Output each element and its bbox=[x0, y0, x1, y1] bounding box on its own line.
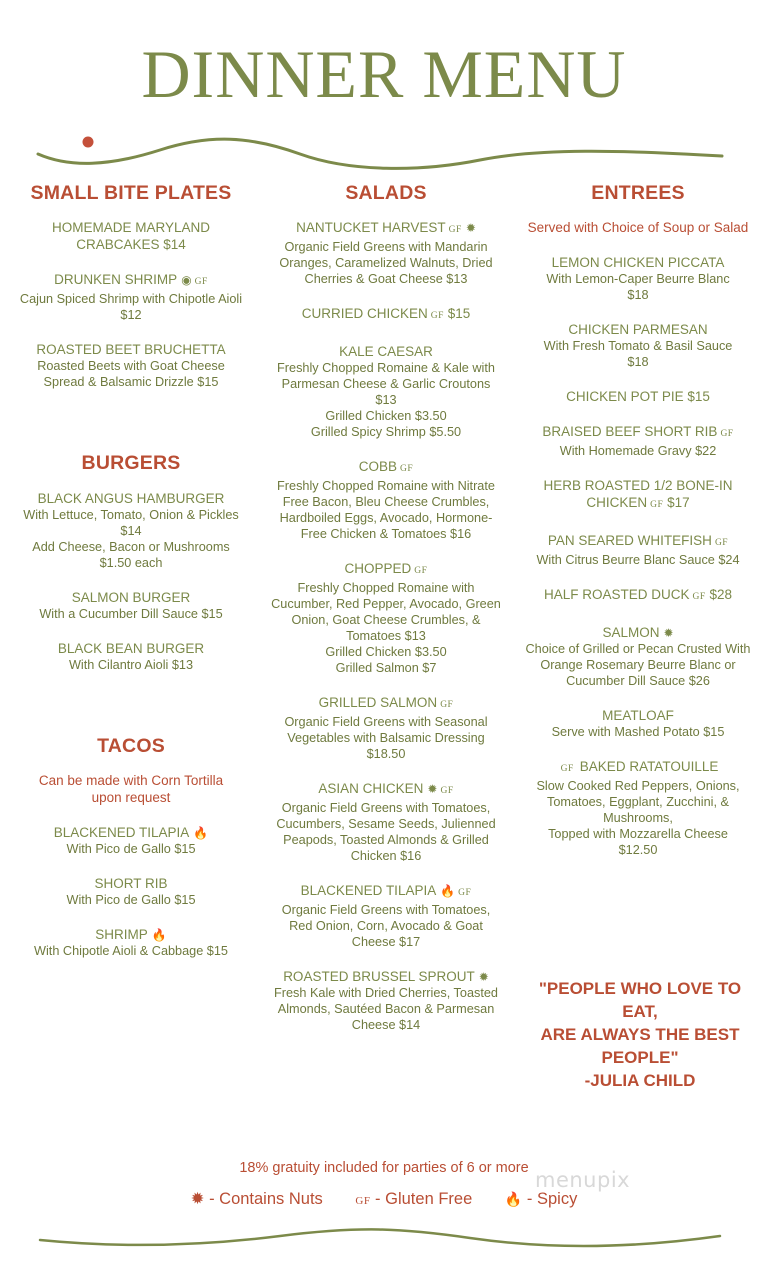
watermark: menupix bbox=[535, 1168, 631, 1192]
item-name: BLACKENED TILAPIA 🔥 bbox=[53, 825, 209, 841]
item-name: HALF ROASTED DUCK GF $28 bbox=[544, 587, 732, 603]
menu-item bbox=[524, 624, 752, 689]
item-description: Organic Field Greens with Seasonal Vegetables with Balsamic Dressing bbox=[284, 715, 488, 746]
sunburst-icon: ✹ bbox=[427, 782, 438, 797]
item-name: BRAISED BEEF SHORT RIB GF bbox=[542, 424, 734, 440]
item-description: With Chipotle Aioli & Cabbage $15 bbox=[34, 944, 228, 959]
gluten-free-tag: GF bbox=[714, 538, 729, 549]
menu-item bbox=[16, 824, 246, 857]
legend-spicy: 🔥 - Spicy bbox=[504, 1190, 578, 1208]
item-name: GF BAKED RATATOUILLE bbox=[560, 759, 719, 775]
gluten-free-tag: GF bbox=[400, 464, 414, 475]
gluten-free-tag: GF bbox=[440, 786, 454, 797]
small-bites-title: SMALL BITE PLATES bbox=[30, 182, 232, 204]
tacos-title: TACOS bbox=[97, 734, 165, 757]
item-extra: Topped with Mozzarella Cheese bbox=[548, 827, 728, 842]
menu-item bbox=[270, 968, 502, 1033]
flame-icon: 🔥 bbox=[504, 1191, 523, 1207]
red-dot-ornament bbox=[83, 137, 94, 148]
quote-attribution: -JULIA CHILD bbox=[584, 1071, 696, 1090]
burgers-title: BURGERS bbox=[81, 452, 181, 475]
gluten-free-tag: GF bbox=[414, 566, 428, 577]
item-name: NANTUCKET HARVEST GF ✹ bbox=[296, 220, 476, 236]
gluten-free-tag: GF bbox=[692, 592, 706, 603]
gluten-free-tag: GF bbox=[448, 225, 462, 236]
julia-child-quote bbox=[524, 977, 756, 1092]
flame-circle-icon: ◉ bbox=[181, 273, 192, 288]
item-name: CURRIED CHICKEN GF $15 bbox=[301, 306, 471, 322]
tacos-note: Can be made with Corn Tortilla upon request bbox=[38, 773, 224, 806]
bottom-swoosh-divider bbox=[0, 1222, 768, 1258]
top-swoosh-divider bbox=[0, 128, 768, 178]
item-description: With Pico de Gallo $15 bbox=[66, 893, 196, 908]
menu-item bbox=[16, 341, 246, 390]
item-name: SHRIMP 🔥 bbox=[95, 927, 167, 943]
item-extra: Add Cheese, Bacon or Mushrooms $1.50 each bbox=[32, 539, 230, 570]
item-description: With Pico de Gallo $15 bbox=[66, 842, 196, 857]
menu-item bbox=[270, 780, 502, 864]
gluten-free-mark: GF bbox=[355, 1195, 371, 1207]
item-description: With a Cucumber Dill Sauce $15 bbox=[39, 606, 223, 621]
item-name: ROASTED BEET BRUCHETTA bbox=[36, 342, 226, 358]
item-name: PAN SEARED WHITEFISH GF bbox=[547, 533, 729, 549]
item-name: COBB GF bbox=[358, 459, 414, 475]
menu-item bbox=[16, 875, 246, 908]
middle-column bbox=[270, 182, 502, 1051]
sunburst-icon: ✹ bbox=[190, 1190, 205, 1208]
quote-line: ARE ALWAYS THE BEST PEOPLE" bbox=[540, 1025, 740, 1067]
gluten-free-tag: GF bbox=[720, 429, 734, 440]
item-description: Cajun Spiced Shrimp with Chipotle Aioli $12 bbox=[19, 292, 243, 323]
item-description: Serve with Mashed Potato $15 bbox=[551, 725, 725, 740]
gratuity-note: 18% gratuity included for parties of 6 or more bbox=[239, 1160, 529, 1176]
item-name: SHORT RIB bbox=[94, 876, 168, 892]
gluten-free-tag: GF bbox=[194, 277, 208, 288]
flame-icon: 🔥 bbox=[151, 928, 167, 943]
menu-item bbox=[524, 758, 752, 858]
sunburst-icon: ✹ bbox=[663, 626, 674, 641]
menu-item bbox=[270, 560, 502, 676]
menu-item bbox=[524, 586, 752, 606]
menu-item bbox=[270, 694, 502, 762]
sunburst-icon: ✹ bbox=[465, 221, 476, 236]
flame-icon: 🔥 bbox=[193, 826, 209, 841]
menu-item bbox=[524, 423, 752, 459]
menu-item bbox=[524, 477, 752, 514]
item-description: With Cilantro Aioli $13 bbox=[68, 657, 194, 672]
item-description: Choice of Grilled or Pecan Crusted With Orange Rosemary Beurre Blanc or Cucumber Dill Sauce $26 bbox=[525, 642, 751, 689]
menu-item bbox=[524, 707, 752, 740]
gluten-free-tag: GF bbox=[458, 888, 472, 899]
gluten-free-tag: GF bbox=[560, 764, 574, 775]
sunburst-icon: ✹ bbox=[478, 970, 489, 985]
item-price: $18.50 bbox=[366, 747, 406, 762]
salads-title: SALADS bbox=[345, 182, 427, 204]
menu-item bbox=[270, 343, 502, 440]
item-name: BLACK ANGUS HAMBURGER bbox=[37, 490, 225, 506]
item-description: Organic Field Greens with Tomatoes, Cucumbers, Sesame Seeds, Julienned Peapods, Toasted Almonds & Grilled Chicken $16 bbox=[276, 801, 496, 864]
menu-item bbox=[16, 219, 246, 253]
item-description: Roasted Beets with Goat Cheese Spread & Balsamic Drizzle $15 bbox=[37, 359, 225, 390]
menu-item bbox=[524, 254, 752, 303]
gluten-free-tag: GF bbox=[650, 500, 664, 511]
menu-item bbox=[16, 640, 246, 673]
menu-item bbox=[524, 388, 752, 405]
menu-item bbox=[270, 219, 502, 287]
item-description: With Homemade Gravy $22 bbox=[559, 444, 717, 459]
item-name: BLACK BEAN BURGER bbox=[57, 640, 205, 656]
item-name: LEMON CHICKEN PICCATA bbox=[551, 255, 725, 271]
item-description: Freshly Chopped Romaine with Nitrate Free Bacon, Bleu Cheese Crumbles, Hardboiled Eggs, Avocado, Hormone-Free Chicken & Tomatoes $16 bbox=[277, 479, 495, 542]
item-description: Organic Field Greens with Mandarin Oranges, Caramelized Walnuts, Dried Cherries & Goat Cheese $13 bbox=[279, 240, 493, 287]
item-name: CHICKEN PARMESAN bbox=[568, 322, 708, 338]
item-name: BLACKENED TILAPIA 🔥 GF bbox=[300, 883, 472, 899]
item-extra: Grilled Spicy Shrimp $5.50 bbox=[310, 425, 462, 440]
menu-item bbox=[16, 271, 246, 323]
item-description: Freshly Chopped Romaine with Cucumber, Red Pepper, Avocado, Green Onion, Goat Cheese Crumbles, & Tomatoes $13 bbox=[271, 581, 501, 644]
right-column bbox=[524, 182, 752, 876]
item-extra: Grilled Chicken $3.50 bbox=[325, 409, 447, 424]
item-name: SALMON ✹ bbox=[602, 625, 674, 641]
item-price: $12.50 bbox=[618, 843, 658, 858]
entrees-note: Served with Choice of Soup or Salad bbox=[527, 220, 749, 236]
item-description: Slow Cooked Red Peppers, Onions, Tomatoes, Eggplant, Zucchini, & Mushrooms, bbox=[536, 779, 740, 826]
menu-item bbox=[270, 458, 502, 542]
item-name: KALE CAESAR bbox=[339, 344, 433, 360]
item-description: Organic Field Greens with Tomatoes, Red Onion, Corn, Avocado & Goat Cheese $17 bbox=[281, 903, 491, 950]
item-name: GRILLED SALMON GF bbox=[318, 695, 454, 711]
item-description: With Fresh Tomato & Basil Sauce $18 bbox=[543, 339, 733, 370]
left-column bbox=[16, 182, 246, 977]
menu-item bbox=[16, 926, 246, 959]
legend bbox=[0, 1189, 768, 1209]
gluten-free-tag: GF bbox=[430, 311, 444, 322]
item-description: With Lettuce, Tomato, Onion & Pickles $14 bbox=[23, 507, 239, 538]
item-name: HOMEMADE MARYLAND CRABCAKES $14 bbox=[51, 220, 211, 253]
item-name: ASIAN CHICKEN ✹ GF bbox=[318, 781, 454, 797]
item-name: CHOPPED GF bbox=[344, 561, 428, 577]
menu-item bbox=[524, 321, 752, 370]
menu-item bbox=[16, 589, 246, 622]
quote-line: "PEOPLE WHO LOVE TO EAT, bbox=[538, 979, 742, 1021]
menu-item bbox=[270, 305, 502, 325]
gluten-free-tag: GF bbox=[440, 700, 454, 711]
item-description: Freshly Chopped Romaine & Kale with Parmesan Cheese & Garlic Croutons $13 bbox=[277, 361, 495, 408]
menu-item bbox=[16, 490, 246, 571]
legend-gluten-free: GF - Gluten Free bbox=[355, 1190, 473, 1208]
item-extra: Grilled Salmon $7 bbox=[335, 661, 437, 676]
item-description: With Lemon-Caper Beurre Blanc $18 bbox=[546, 272, 730, 303]
item-name: ROASTED BRUSSEL SPROUT ✹ bbox=[283, 969, 489, 985]
item-name: DRUNKEN SHRIMP ◉ GF bbox=[54, 272, 208, 288]
menu-title: DINNER MENU bbox=[141, 36, 627, 112]
menu-item bbox=[524, 532, 752, 568]
item-name: SALMON BURGER bbox=[71, 589, 191, 605]
entrees-title: ENTREES bbox=[591, 182, 685, 204]
item-description: Fresh Kale with Dried Cherries, Toasted Almonds, Sautéed Bacon & Parmesan Cheese $14 bbox=[273, 986, 498, 1033]
item-extra: Grilled Chicken $3.50 bbox=[325, 645, 447, 660]
item-name: HERB ROASTED 1/2 BONE-IN CHICKEN GF $17 bbox=[543, 478, 733, 511]
legend-nuts: ✹ - Contains Nuts bbox=[190, 1190, 323, 1208]
item-name: MEATLOAF bbox=[602, 708, 674, 724]
item-description: With Citrus Beurre Blanc Sauce $24 bbox=[536, 553, 740, 568]
item-name: CHICKEN POT PIE $15 bbox=[566, 389, 710, 405]
flame-icon: 🔥 bbox=[440, 884, 456, 899]
menu-item bbox=[270, 882, 502, 950]
